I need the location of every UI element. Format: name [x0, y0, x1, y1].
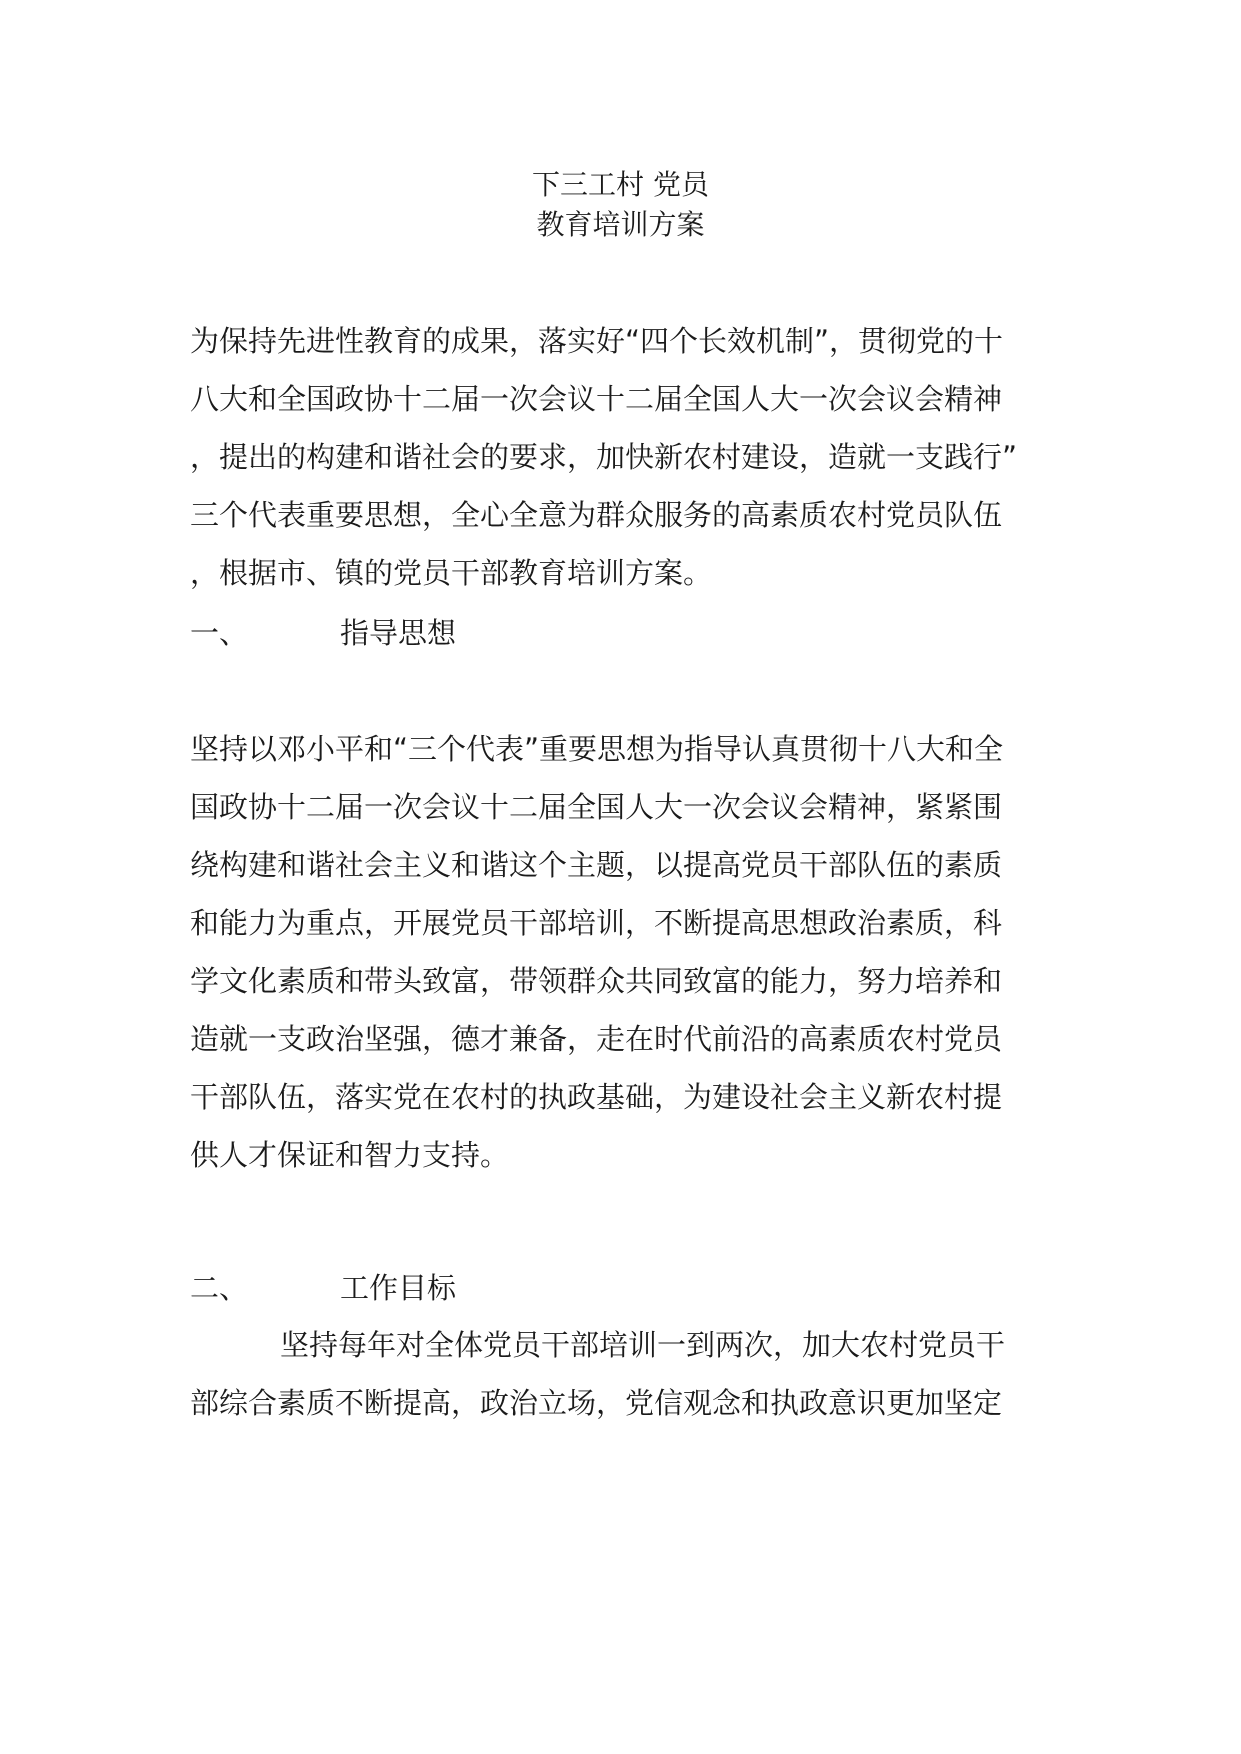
section1-line: 绕构建和谐社会主义和谐这个主题，以提高党员干部队伍的素质 — [190, 848, 1003, 882]
section-number: 二、 — [190, 1271, 249, 1305]
section-title: 工作目标 — [340, 1271, 457, 1305]
section2-line: 部综合素质不断提高，政治立场，党信观念和执政意识更加坚定 — [190, 1386, 1003, 1420]
section1-line: 干部队伍，落实党在农村的执政基础，为建设社会主义新农村提 — [190, 1080, 1003, 1114]
section1-line: 国政协十二届一次会议十二届全国人大一次会议会精神，紧紧围 — [190, 790, 1003, 824]
section1-line: 造就一支政治坚强，德才兼备，走在时代前沿的高素质农村党员 — [190, 1022, 1003, 1056]
section2-line: 坚持每年对全体党员干部培训一到两次，加大农村党员干 — [280, 1328, 1006, 1362]
section1-line: 学文化素质和带头致富，带领群众共同致富的能力，努力培养和 — [190, 964, 1003, 998]
intro-line: 八大和全国政协十二届一次会议十二届全国人大一次会议会精神 — [190, 382, 1003, 416]
section-number: 一、 — [190, 616, 249, 650]
intro-line: ，提出的构建和谐社会的要求，加快新农村建设，造就一支践行” — [190, 440, 1018, 474]
section-heading-1 — [190, 613, 456, 653]
intro-line: ，根据市、镇的党员干部教育培训方案。 — [190, 556, 713, 590]
section1-line: 坚持以邓小平和“三个代表”重要思想为指导认真贯彻十八大和全 — [190, 732, 1004, 766]
section-title: 指导思想 — [340, 616, 457, 650]
section1-line: 供人才保证和智力支持。 — [190, 1138, 510, 1172]
section-heading-2 — [190, 1268, 456, 1308]
intro-line: 三个代表重要思想，全心全意为群众服务的高素质农村党员队伍 — [190, 498, 1003, 532]
intro-line: 为保持先进性教育的成果，落实好“四个长效机制”，贯彻党的十 — [190, 324, 1004, 358]
document-title-line-2: 教育培训方案 — [536, 208, 705, 241]
section1-line: 和能力为重点，开展党员干部培训，不断提高思想政治素质，科 — [190, 906, 1003, 940]
document-title-line-1: 下三工村 党员 — [532, 168, 709, 201]
